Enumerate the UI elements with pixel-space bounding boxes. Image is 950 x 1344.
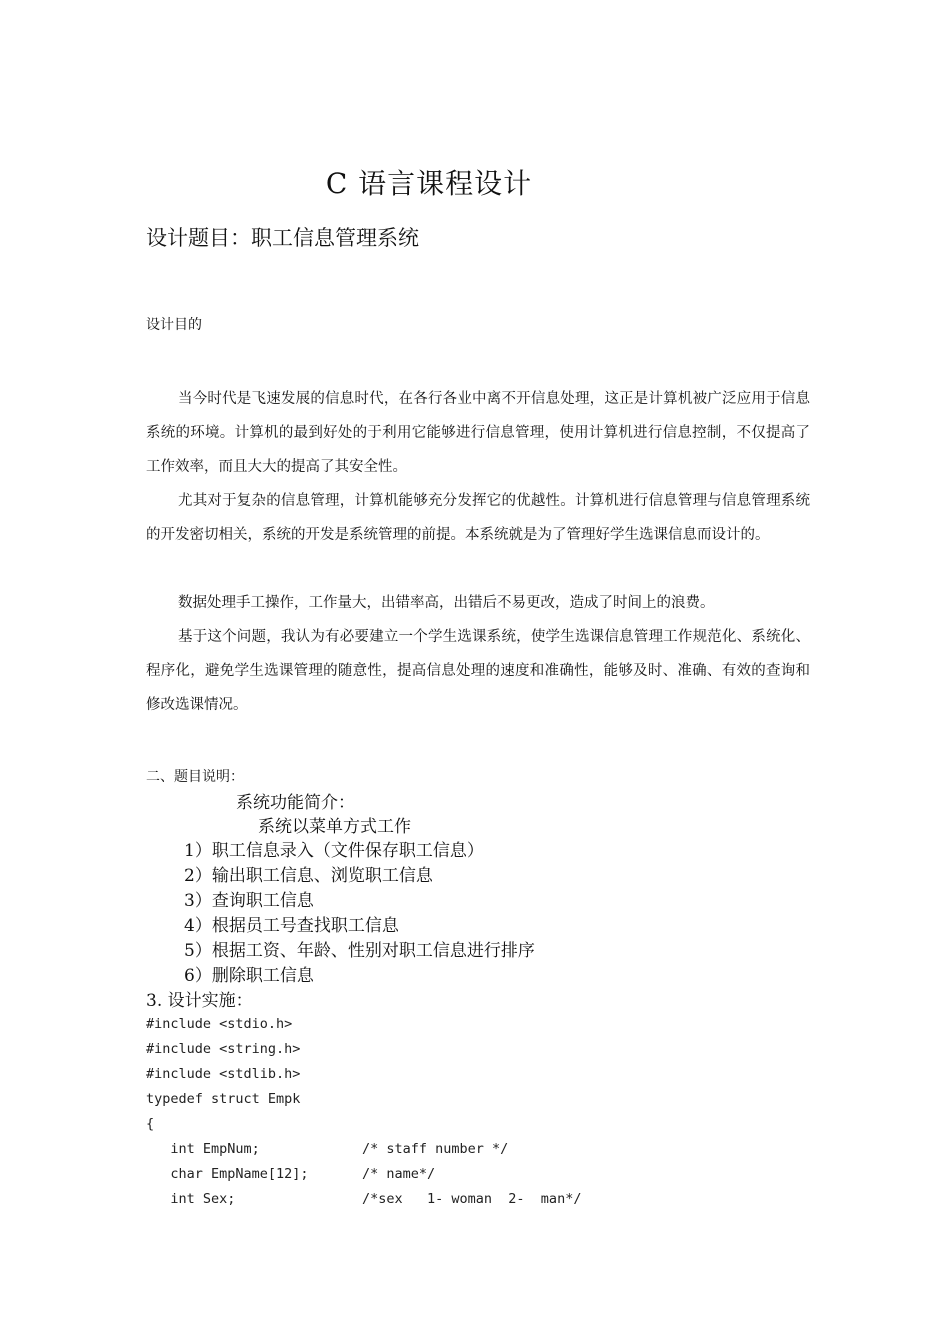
feature-item: 4）根据员工号查找职工信息 (184, 916, 399, 936)
feature-item: 6）删除职工信息 (184, 966, 314, 986)
section-heading-purpose: 设计目的 (146, 317, 202, 333)
field-declaration: char EmpName[12]; (146, 1166, 309, 1182)
feature-item: 5）根据工资、年龄、性别对职工信息进行排序 (184, 941, 535, 961)
paragraph: 基于这个问题，我认为有必要建立一个学生选课系统，使学生选课信息管理工作规范化、系统化、程序化，避免学生选课管理的随意性，提高信息处理的速度和准确性，能够及时、准确、有效的查询和修改选课情况。 (146, 629, 810, 713)
code-line: typedef struct Empk (146, 1091, 301, 1107)
struct-field (146, 1166, 746, 1182)
field-comment: /* staff number */ (362, 1141, 509, 1157)
field-comment: /* name*/ (362, 1166, 436, 1182)
code-line: #include <string.h> (146, 1041, 301, 1057)
code-line: #include <stdio.h> (146, 1016, 293, 1032)
paragraph: 当今时代是飞速发展的信息时代，在各行各业中离不开信息处理，这正是计算机被广泛应用于信息系统的环境。计算机的最到好处的于利用它能够进行信息管理，使用计算机进行信息控制，不仅提高了工作效率，而且大大的提高了其安全性。 (146, 391, 810, 475)
paragraph: 数据处理手工操作，工作量大，出错率高，出错后不易更改，造成了时间上的浪费。 (178, 595, 715, 611)
design-topic: 设计题目：职工信息管理系统 (146, 226, 419, 250)
paragraph: 尤其对于复杂的信息管理，计算机能够充分发挥它的优越性。计算机进行信息管理与信息管理系统的开发密切相关，系统的开发是系统管理的前提。本系统就是为了管理好学生选课信息而设计的。 (146, 493, 810, 543)
system-intro: 系统功能简介： (236, 793, 355, 813)
code-line: { (146, 1116, 155, 1132)
feature-item: 1）职工信息录入（文件保存职工信息） (184, 841, 484, 861)
feature-item: 2）输出职工信息、浏览职工信息 (184, 866, 433, 886)
menu-note: 系统以菜单方式工作 (258, 817, 411, 837)
section-heading-description: 二、题目说明： (146, 769, 244, 785)
struct-field (146, 1141, 746, 1157)
feature-item: 3）查询职工信息 (184, 891, 314, 911)
struct-field (146, 1191, 746, 1207)
field-comment: /*sex 1- woman 2- man*/ (362, 1191, 582, 1207)
code-line: #include <stdlib.h> (146, 1066, 301, 1082)
document-title: C 语言课程设计 (325, 167, 533, 200)
field-declaration: int EmpNum; (146, 1141, 260, 1157)
field-declaration: int Sex; (146, 1191, 236, 1207)
section-heading-implementation: 3. 设计实施： (146, 991, 253, 1011)
